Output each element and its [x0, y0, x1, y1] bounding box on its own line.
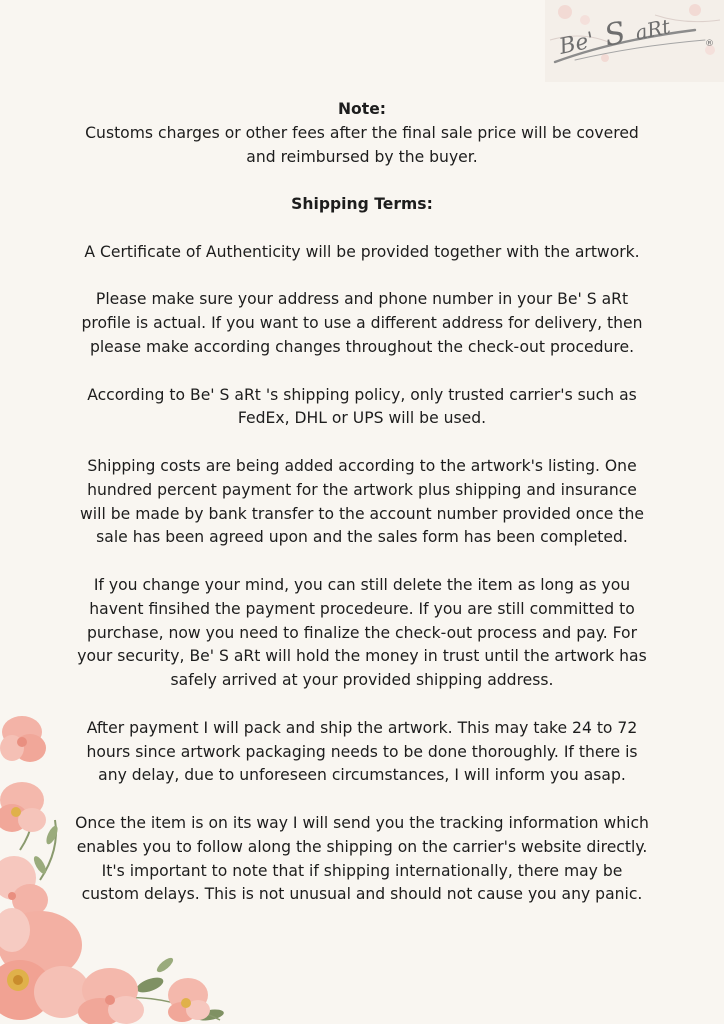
- svg-text:S: S: [601, 15, 629, 54]
- svg-text:Be': Be': [557, 28, 597, 60]
- svg-text:aRt: aRt: [633, 14, 673, 45]
- shipping-paragraph-certificate: A Certificate of Authenticity will be provided together with the artwork.: [84, 242, 640, 261]
- flower-icon: [78, 968, 144, 1024]
- shipping-paragraph-packing: After payment I will pack and ship the artwork. This may take 24 to 72 hours since artwork packaging needs to be done thoroughly. If there is any delay, due to unforeseen circumstances, I will inform you asap.: [86, 718, 638, 785]
- flower-icon: [0, 908, 90, 1020]
- shipping-paragraph-tracking: Once the item is on its way I will send you the tracking information which enables you to follow along the shipping on the carrier's website directly. It's important to note that if shipping internationally, there may be custom delays. This is not unusual and should not cause you any panic.: [75, 813, 649, 904]
- shipping-paragraph-costs: Shipping costs are being added according to the artwork's listing. One hundred percent payment for the artwork plus shipping and insurance will be made by bank transfer to the account number provided once the sale has been agreed upon and the sales form has been completed.: [80, 456, 644, 547]
- shipping-paragraph-address: Please make sure your address and phone number in your Be' S aRt profile is actual. If you want to use a different address for delivery, then please make according changes throughout the check-out procedure.: [81, 290, 643, 356]
- note-body: Customs charges or other fees after the final sale price will be covered and reimbursed by the buyer.: [85, 123, 639, 166]
- flower-icon: [0, 782, 46, 832]
- note-heading: Note:: [337, 100, 387, 118]
- flower-icon: [168, 978, 210, 1022]
- logo-blossom-icon: [545, 0, 724, 82]
- brand-logo: [545, 0, 724, 82]
- shipping-paragraph-carriers: According to Be' S aRt 's shipping policy, only trusted carrier's such as FedEx, DHL or UPS will be used.: [87, 385, 637, 428]
- floral-decoration: [0, 700, 240, 1024]
- shipping-paragraph-cancellation: If you change your mind, you can still delete the item as long as you havent finsihed the payment procedeure. If you are still committed to purchase, now you need to finalize the check-out process and pay. For your security, Be' S aRt will hold the money in trust until the artwork has safely arrived at your provided shipping address.: [77, 575, 647, 690]
- shipping-terms-heading: Shipping Terms:: [291, 195, 433, 214]
- svg-text:®: ®: [705, 39, 714, 49]
- flower-icon: [0, 716, 46, 762]
